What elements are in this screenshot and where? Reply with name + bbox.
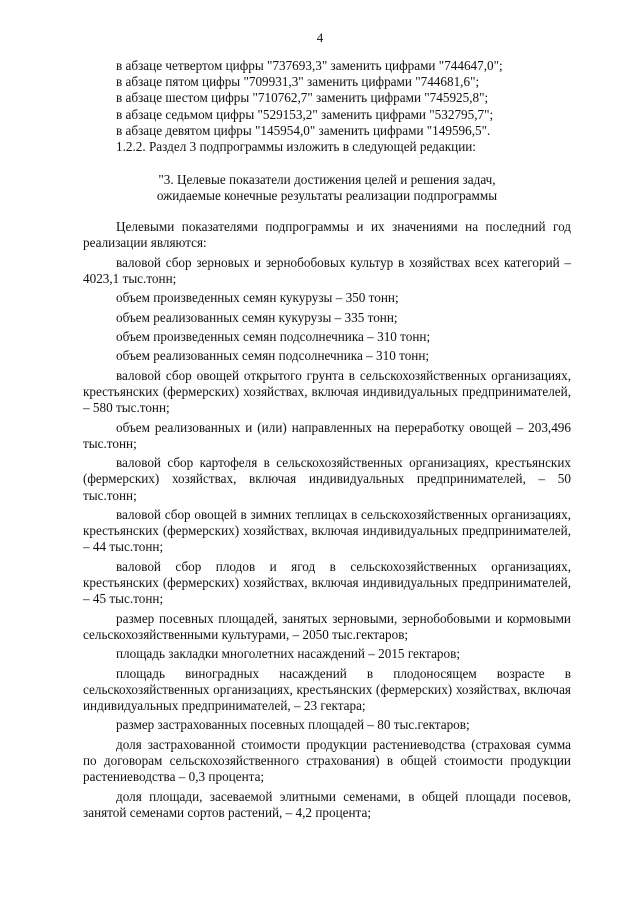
paragraph: валовой сбор овощей в зимних теплицах в сельскохозяйственных организациях, крестьянских (фермерских) хозяйствах, включая индивидуальных предпринимателей, – 44 тыс.тонн; <box>83 506 571 555</box>
paragraph: объем произведенных семян подсолнечника – 310 тонн; <box>116 328 431 344</box>
amendment-line: в абзаце четвертом цифры "737693,3" заменить цифрами "744647,0"; <box>116 58 503 73</box>
paragraph: валовой сбор плодов и ягод в сельскохозяйственных организациях, крестьянских (фермерских) хозяйствах, включая индивидуальных предпринимателей, – 45 тыс.тонн; <box>83 558 571 607</box>
section-heading-line: ожидаемые конечные результаты реализации подпрограммы <box>156 187 498 203</box>
paragraph: объем реализованных семян кукурузы – 335 тонн; <box>116 309 398 325</box>
paragraph: площадь закладки многолетних насаждений – 2015 гектаров; <box>116 646 460 662</box>
document-body <box>83 219 571 824</box>
paragraph: объем произведенных семян кукурузы – 350 тонн; <box>116 290 399 306</box>
section-heading-line: "3. Целевые показатели достижения целей и решения задач, <box>158 172 496 187</box>
paragraph: размер посевных площадей, занятых зерновыми, зернобобовыми и кормовыми сельскохозяйственными культурами, – 2050 тыс.гектаров; <box>83 610 571 642</box>
paragraph: объем реализованных и (или) направленных на переработку овощей – 203,496 тыс.тонн; <box>83 419 571 451</box>
amendment-line: в абзаце шестом цифры "710762,7" заменить цифрами "745925,8"; <box>116 90 489 106</box>
amendment-line: в абзаце седьмом цифры "529153,2" заменить цифрами "532795,7"; <box>116 106 494 122</box>
paragraph: валовой сбор овощей открытого грунта в сельскохозяйственных организациях, крестьянских (фермерских) хозяйствах, включая индивидуальных предпринимателей, – 580 тыс.тонн; <box>83 367 571 416</box>
paragraph: доля застрахованной стоимости продукции растениеводства (страховая сумма по договорам сельскохозяйственного страхования) в общей стоимости продукции растениеводства – 0,3 процента; <box>83 736 571 785</box>
page-number: 4 <box>316 30 324 45</box>
paragraph: объем реализованных семян подсолнечника – 310 тонн; <box>116 348 430 364</box>
section-heading <box>83 172 571 203</box>
paragraph: доля площади, засеваемой элитными семенами, в общей площади посевов, занятой семенами сортов растений, – 4,2 процента; <box>83 788 571 820</box>
paragraph: размер застрахованных посевных площадей – 80 тыс.гектаров; <box>116 717 470 733</box>
amendment-line: в абзаце девятом цифры "145954,0" заменить цифрами "149596,5". <box>116 122 491 138</box>
paragraph: площадь виноградных насаждений в плодоносящем возрасте в сельскохозяйственных организациях, крестьянских (фермерских) хозяйствах, включая индивидуальных предпринимателей, – 23 гектара; <box>83 665 571 713</box>
amendment-line: 1.2.2. Раздел 3 подпрограммы изложить в следующей редакции: <box>116 139 476 155</box>
amendment-list <box>83 58 571 155</box>
paragraph: валовой сбор картофеля в сельскохозяйственных организациях, крестьянских (фермерских) хозяйствах, включая индивидуальных предпринимателей, – 50 тыс.тонн; <box>83 455 571 503</box>
paragraph: валовой сбор зерновых и зернобобовых культур в хозяйствах всех категорий – 4023,1 тыс.тонн; <box>83 254 571 286</box>
paragraph: Целевыми показателями подпрограммы и их значениями на последний год реализации являются: <box>83 219 571 251</box>
amendment-line: в абзаце пятом цифры "709931,3" заменить цифрами "744681,6"; <box>116 74 480 90</box>
